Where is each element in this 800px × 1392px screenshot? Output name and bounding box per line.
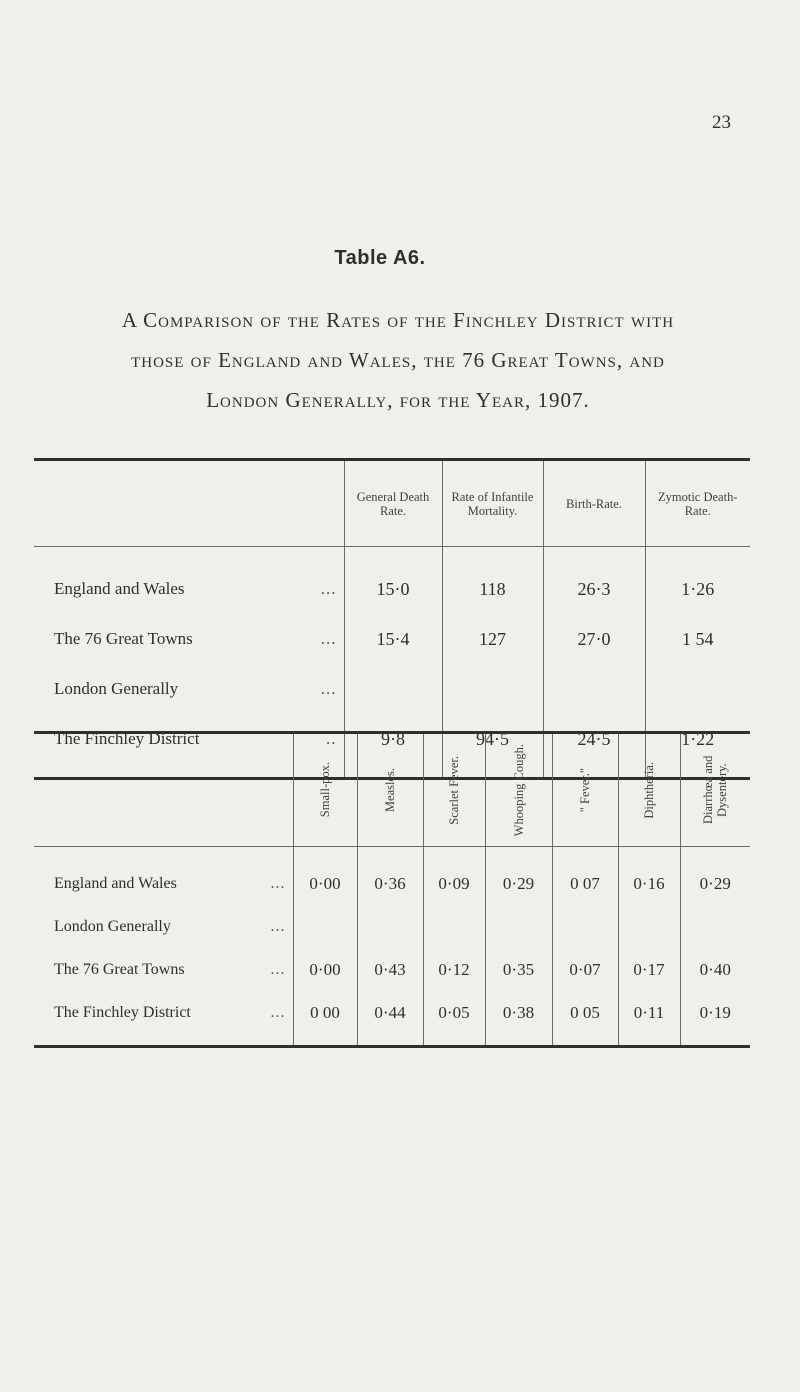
table-cell: 0·35 xyxy=(485,948,552,991)
table-cell: 0·29 xyxy=(485,847,552,906)
leader-dots: ... xyxy=(270,874,286,892)
table-cell: 0·29 xyxy=(680,847,750,906)
table-cell: 0 05 xyxy=(552,991,618,1047)
leader-dots: ... xyxy=(270,960,286,978)
table-cell xyxy=(543,664,645,714)
table-heading xyxy=(58,300,738,420)
row-label-cell xyxy=(34,948,293,991)
table-cell: 27·0 xyxy=(543,614,645,664)
table-row xyxy=(34,547,750,615)
column-header-text: Scarlet Fever. xyxy=(447,755,461,825)
table-cell: 0·38 xyxy=(485,991,552,1047)
column-header: Zymotic Death-Rate. xyxy=(645,460,750,547)
column-header: General Death Rate. xyxy=(344,460,442,547)
column-header xyxy=(552,733,618,847)
table-cell: 0·40 xyxy=(680,948,750,991)
row-label: The 76 Great Towns xyxy=(54,629,193,648)
table-cell: 1 54 xyxy=(645,614,750,664)
column-header-text: Measles. xyxy=(383,767,397,813)
row-label: England and Wales xyxy=(54,579,185,598)
table-cell: 0·07 xyxy=(552,948,618,991)
leader-dots: .. xyxy=(326,729,337,748)
table-cell: 0·00 xyxy=(293,948,357,991)
zymotic-diseases-table xyxy=(34,731,750,1048)
table-cell xyxy=(423,905,485,948)
diseases-header-row xyxy=(34,733,750,847)
table-cell: 0·09 xyxy=(423,847,485,906)
table-cell: 0·05 xyxy=(423,991,485,1047)
table-row xyxy=(34,664,750,714)
heading-line: London Generally, for the Year, 1907. xyxy=(206,388,590,412)
table-cell: 1·22 xyxy=(645,714,750,779)
table-cell: 15·0 xyxy=(344,547,442,615)
row-label-cell xyxy=(34,991,293,1047)
column-header-text: Small-pox. xyxy=(318,762,332,818)
table-cell: 24·5 xyxy=(543,714,645,779)
leader-dots: ... xyxy=(320,629,337,648)
table-cell xyxy=(618,905,680,948)
table-cell xyxy=(357,905,423,948)
table-row xyxy=(34,614,750,664)
table-cell: 118 xyxy=(442,547,543,615)
leader-dots: ... xyxy=(320,579,337,598)
table-title: Table A6. xyxy=(334,247,426,269)
row-label: England and Wales xyxy=(54,874,177,892)
column-header xyxy=(485,733,552,847)
table-cell: 94·5 xyxy=(442,714,543,779)
heading-line: those of England and Wales, the 76 Great Towns, and xyxy=(131,348,665,372)
table-row xyxy=(34,905,750,948)
table-cell: 26·3 xyxy=(543,547,645,615)
table-cell: 0·00 xyxy=(293,847,357,906)
table-cell xyxy=(485,905,552,948)
table-cell xyxy=(344,664,442,714)
column-header: Rate of Infantile Mortality. xyxy=(442,460,543,547)
table-cell: 0 00 xyxy=(293,991,357,1047)
table-cell: 0 07 xyxy=(552,847,618,906)
row-label: The Finchley District xyxy=(54,729,200,748)
table-cell xyxy=(293,905,357,948)
table-cell: 0·16 xyxy=(618,847,680,906)
page-number: 23 xyxy=(712,112,731,133)
table-cell: 127 xyxy=(442,614,543,664)
table-cell: 15·4 xyxy=(344,614,442,664)
column-header-text: Whooping Cough. xyxy=(511,743,526,837)
table-cell: 0·11 xyxy=(618,991,680,1047)
table-cell xyxy=(680,905,750,948)
table-row xyxy=(34,948,750,991)
row-label: The 76 Great Towns xyxy=(54,960,185,978)
row-label: The Finchley District xyxy=(54,1003,191,1021)
column-header xyxy=(293,733,357,847)
table-row xyxy=(34,847,750,906)
table-cell: 0·44 xyxy=(357,991,423,1047)
column-header-text: Diarrhœa and Dysentery. xyxy=(701,755,730,825)
row-label: London Generally xyxy=(54,679,179,698)
column-header xyxy=(680,733,750,847)
table-cell: 0·36 xyxy=(357,847,423,906)
row-label-cell xyxy=(34,614,344,664)
column-header xyxy=(357,733,423,847)
table-cell: 9·8 xyxy=(344,714,442,779)
leader-dots: ... xyxy=(320,679,337,698)
row-label-cell xyxy=(34,847,293,906)
row-label-cell xyxy=(34,905,293,948)
column-header: Birth-Rate. xyxy=(543,460,645,547)
rates-header-row xyxy=(34,460,750,547)
table-row xyxy=(34,991,750,1047)
table-cell xyxy=(552,905,618,948)
table-cell: 0·19 xyxy=(680,991,750,1047)
table-cell: 0·17 xyxy=(618,948,680,991)
header-blank-cell xyxy=(34,460,344,547)
row-label-cell xyxy=(34,547,344,615)
column-header-text: " Fever." xyxy=(578,767,592,813)
leader-dots: ... xyxy=(270,1003,286,1021)
row-label: London Generally xyxy=(54,917,171,935)
table-cell: 0·43 xyxy=(357,948,423,991)
table-cell: 0·12 xyxy=(423,948,485,991)
header-blank-cell xyxy=(34,733,293,847)
table-cell xyxy=(442,664,543,714)
table-cell: 1·26 xyxy=(645,547,750,615)
table-cell xyxy=(645,664,750,714)
column-header-text: Diphtheria. xyxy=(642,761,656,819)
column-header xyxy=(618,733,680,847)
column-header xyxy=(423,733,485,847)
row-label-cell xyxy=(34,664,344,714)
leader-dots: ... xyxy=(270,917,286,935)
heading-line: A Comparison of the Rates of the Finchley District with xyxy=(121,308,675,332)
